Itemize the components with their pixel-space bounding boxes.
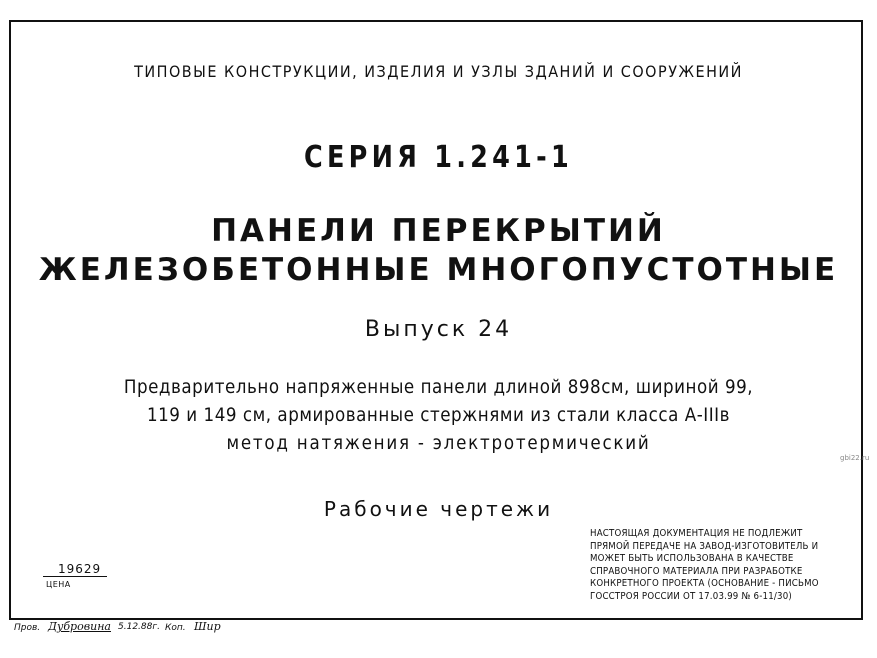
document-heading-line-1: ПАНЕЛИ ПЕРЕКРЫТИЙ xyxy=(211,213,666,249)
copied-by-label: Коп. xyxy=(165,623,186,633)
site-watermark: gbi22.ru xyxy=(840,454,870,462)
usage-notice xyxy=(590,528,819,604)
document-heading-line-2: ЖЕЛЕЗОБЕТОННЫЕ МНОГОПУСТОТНЫЕ xyxy=(38,252,839,288)
series-number: СЕРИЯ 1.241-1 xyxy=(304,140,573,175)
description-line-2: 119 и 149 см, армированные стержнями из стали класса А-IIIв xyxy=(146,404,731,426)
checked-date: 5.12.88г. xyxy=(118,622,160,632)
usage-notice-line: СПРАВОЧНОГО МАТЕРИАЛА ПРИ РАЗРАБОТКЕ xyxy=(590,565,803,577)
inventory-number: 19629 xyxy=(58,562,102,576)
usage-notice-line: ГОССТРОЯ РОССИИ ОТ 17.03.99 № 6-11/30) xyxy=(590,590,792,602)
usage-notice-line: ПРЯМОЙ ПЕРЕДАЧЕ НА ЗАВОД-ИЗГОТОВИТЕЛЬ И xyxy=(590,540,819,552)
checked-by-label: Пров. xyxy=(14,623,41,633)
issue-number: Выпуск 24 xyxy=(364,317,513,342)
usage-notice-line: МОЖЕТ БЫТЬ ИСПОЛЬЗОВАНА В КАЧЕСТВЕ xyxy=(590,553,794,565)
inventory-underline xyxy=(43,576,107,577)
description-line-1: Предварительно напряженные панели длиной 898см, шириной 99, xyxy=(123,376,754,398)
series-category-title: ТИПОВЫЕ КОНСТРУКЦИИ, ИЗДЕЛИЯ И УЗЛЫ ЗДАНИЙ И СООРУЖЕНИЙ xyxy=(134,62,743,81)
copied-by-signature: Шир xyxy=(194,620,221,633)
description-line-3: метод натяжения - электротермический xyxy=(226,432,651,454)
price-label: ЦЕНА xyxy=(46,580,71,589)
working-drawings-label: Рабочие чертежи xyxy=(323,497,554,521)
checked-by-signature: Дубровина xyxy=(48,620,111,633)
usage-notice-line: НАСТОЯЩАЯ ДОКУМЕНТАЦИЯ НЕ ПОДЛЕЖИТ xyxy=(590,528,803,539)
usage-notice-line: КОНКРЕТНОГО ПРОЕКТА (ОСНОВАНИЕ - ПИСЬМО xyxy=(590,578,819,590)
